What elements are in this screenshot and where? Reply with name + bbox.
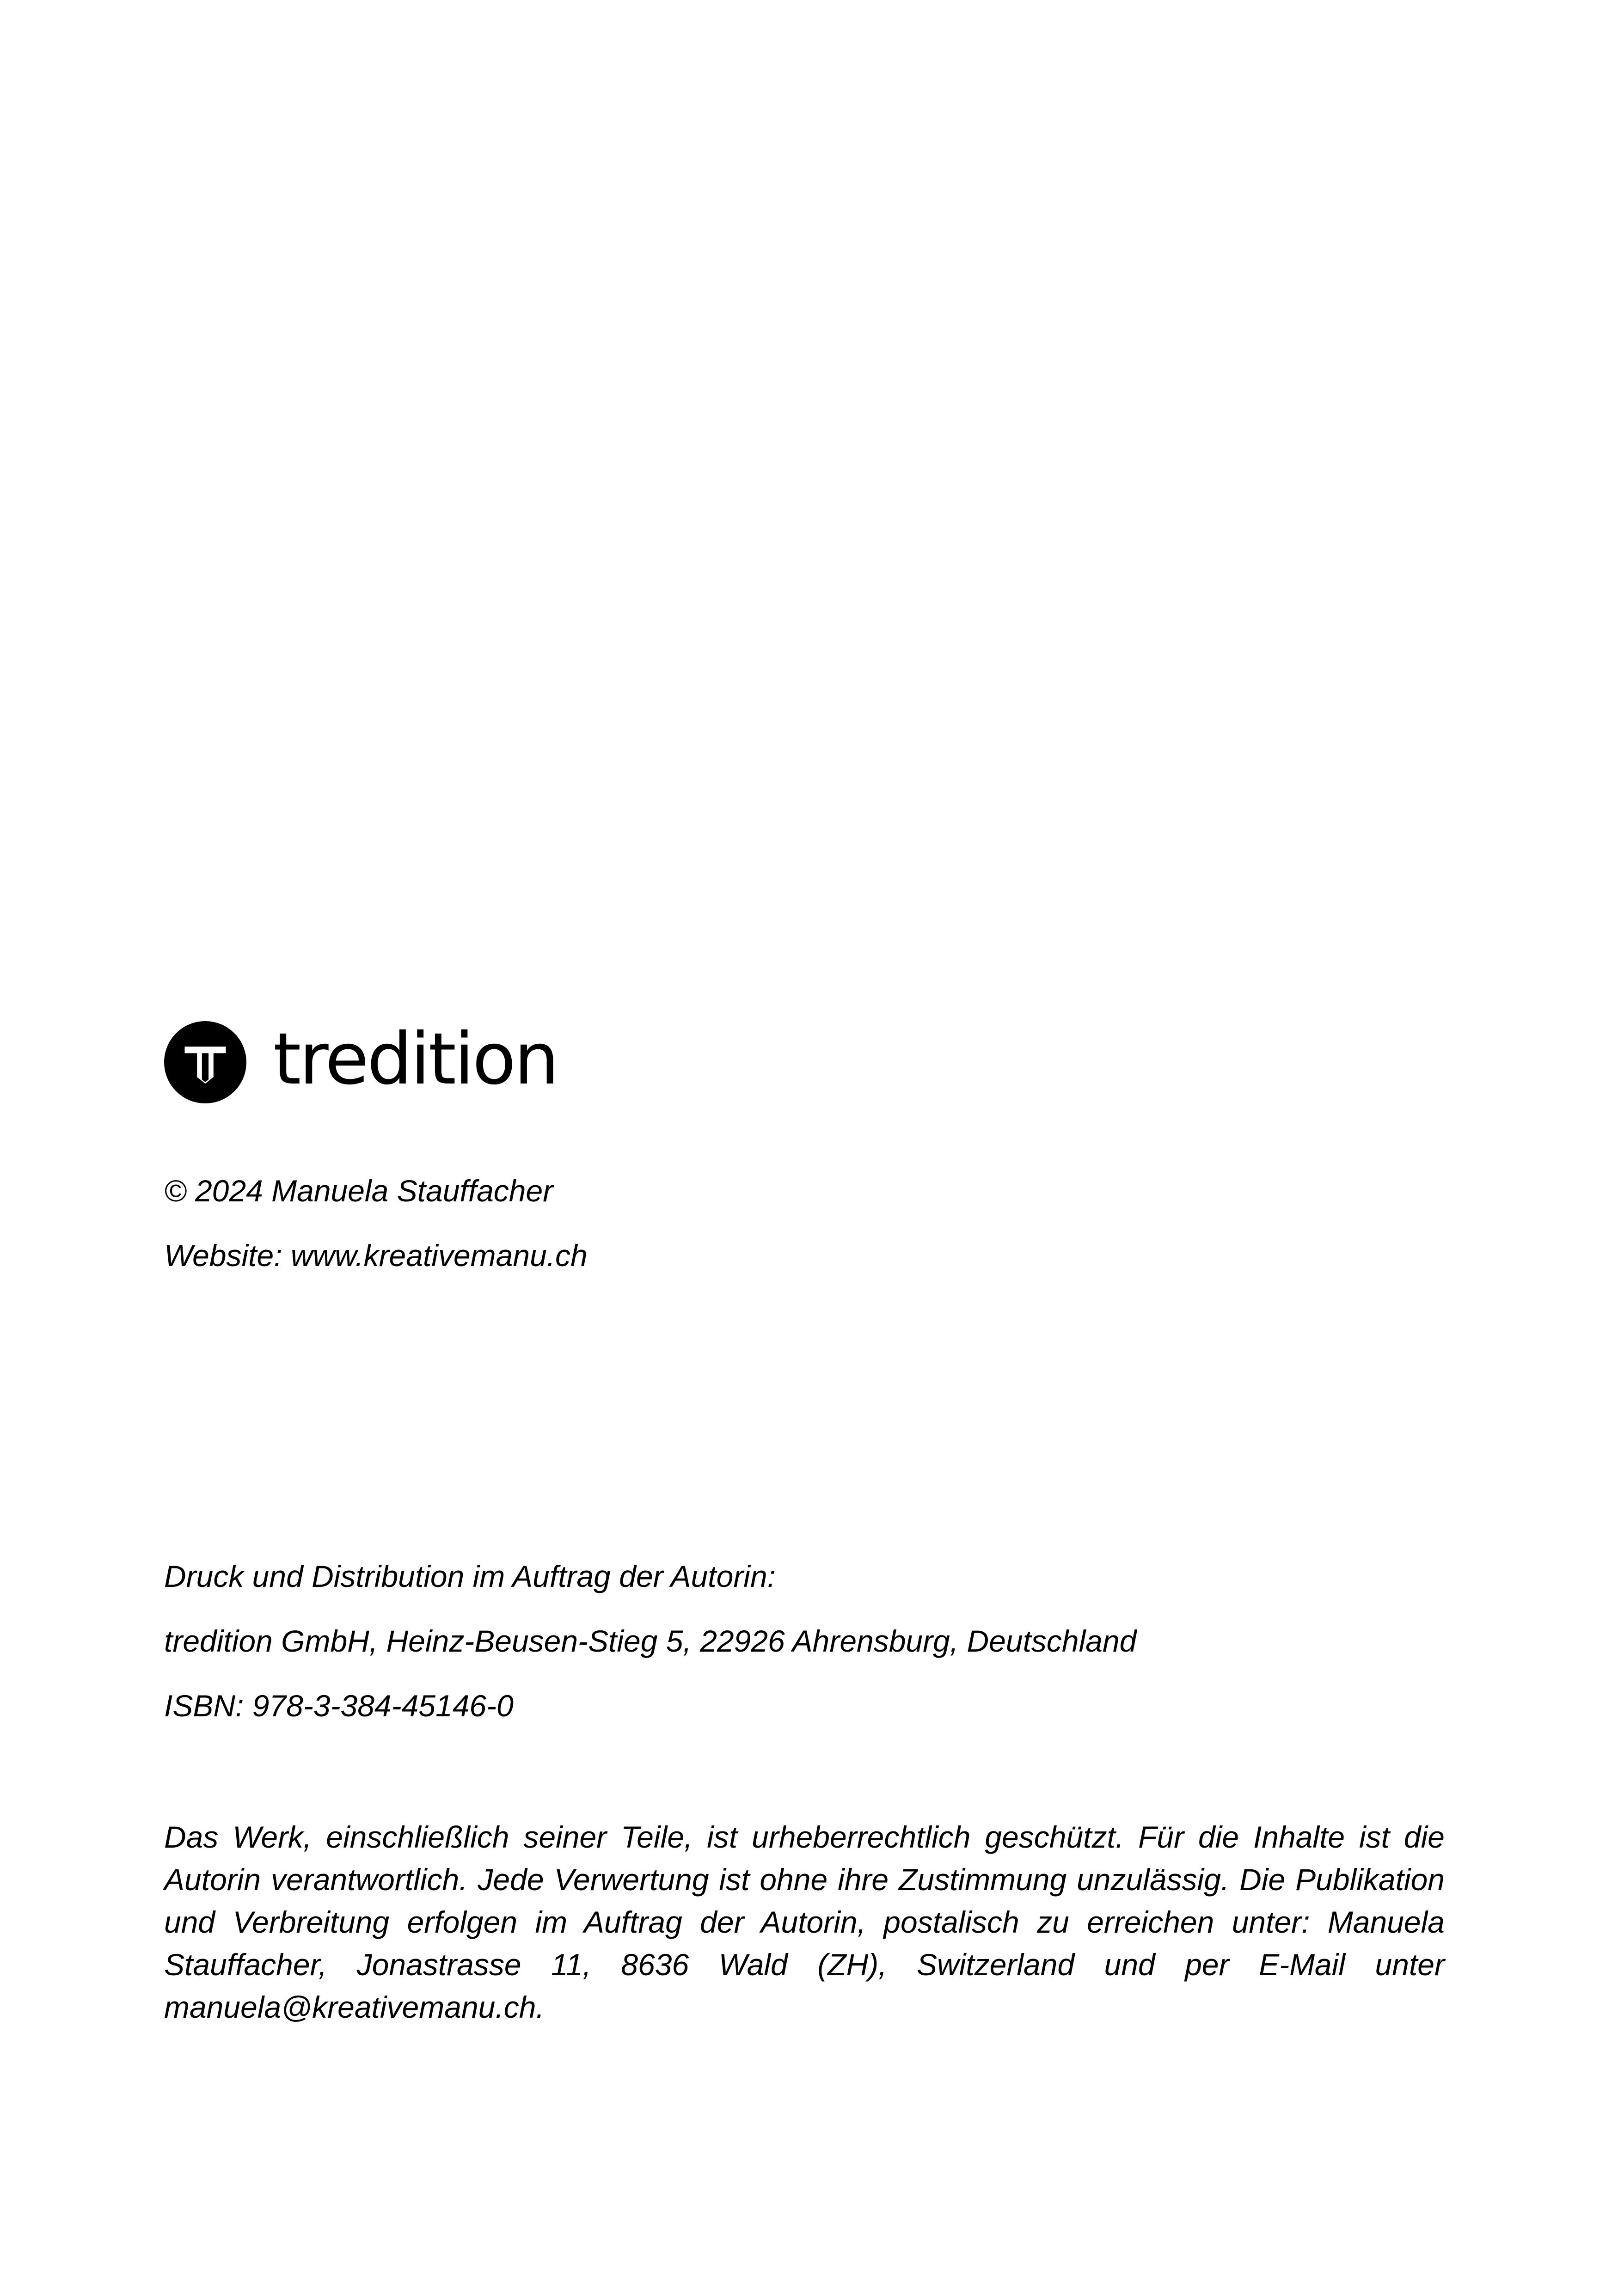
copyright-line: © 2024 Manuela Stauffacher — [164, 1174, 553, 1208]
publisher-address: tredition GmbH, Heinz-Beusen-Stieg 5, 22926 Ahrensburg, Deutschland — [164, 1624, 1137, 1658]
distribution-intro: Druck und Distribution im Auftrag der Autorin: — [164, 1559, 776, 1593]
publisher-wordmark: tredition — [273, 1017, 558, 1101]
tredition-logo-icon — [164, 1021, 246, 1103]
legal-notice: Das Werk, einschließlich seiner Teile, ist urheberrechtlich geschützt. Für die Inhalte ist die Autorin verantwortlich. Jede Verwertung ist ohne ihre Zustimmung unzulässig. Die Publikation und Verbreitung erfolgen im Auftrag der Autorin, postalisch zu erreichen unter: Manuela Stauffacher, Jonastrasse 11, 8636 Wald (ZH), Switzerland und per E-Mail unter manuela@kreativemanu.ch. — [164, 1820, 1445, 2024]
website-line: Website: www.kreativemanu.ch — [164, 1238, 588, 1273]
isbn-line: ISBN: 978-3-384-45146-0 — [164, 1689, 514, 1723]
publisher-logo — [164, 1019, 558, 1105]
